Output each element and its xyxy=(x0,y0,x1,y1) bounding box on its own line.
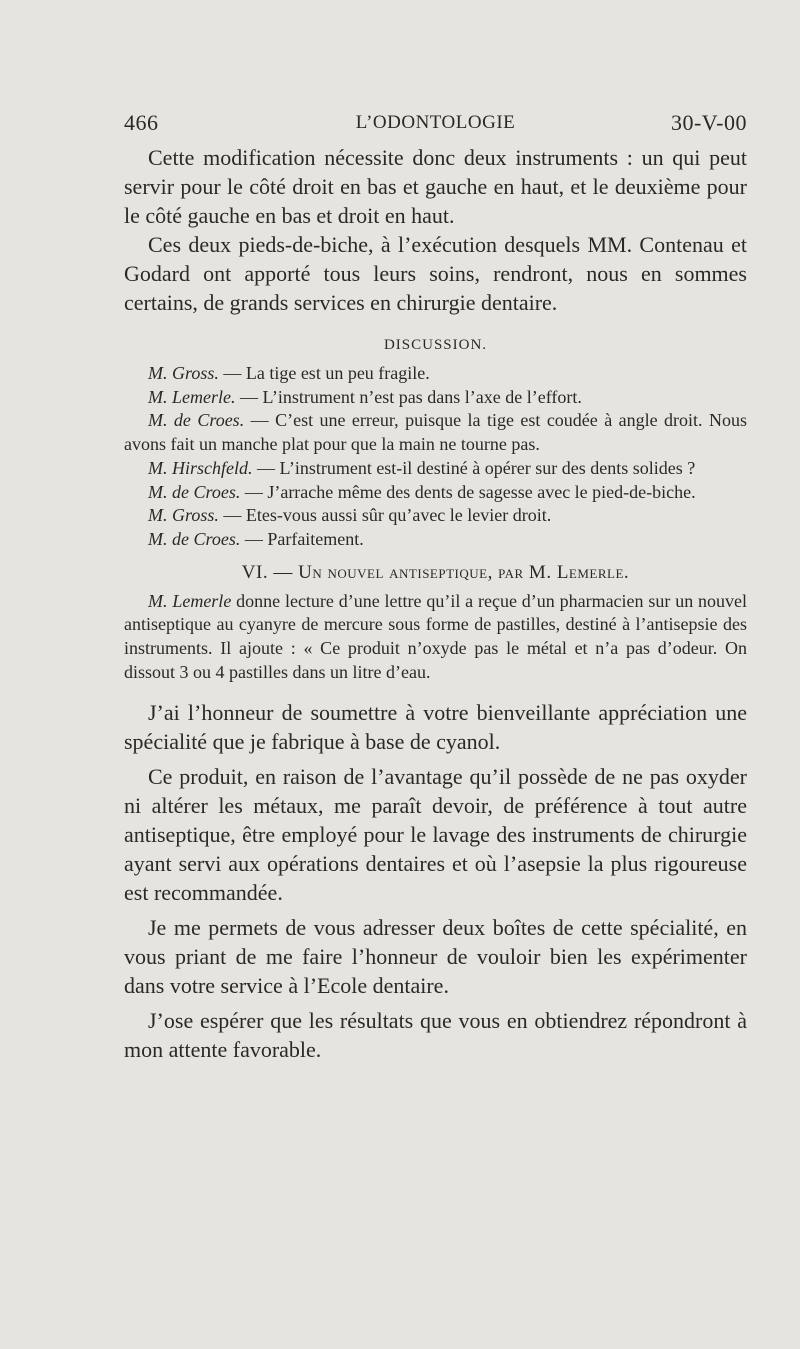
speech-text: — Etes-vous aussi sûr qu’avec le levier droit. xyxy=(218,505,552,526)
discussion-line xyxy=(124,362,747,386)
page-number: 466 xyxy=(124,110,159,135)
discussion-line xyxy=(124,504,747,528)
speaker-name: M. de Croes. xyxy=(148,410,245,431)
discussion-line xyxy=(124,481,747,505)
speaker-name: M. Lemerle xyxy=(148,590,232,611)
letter-paragraph: J’ai l’honneur de soumettre à votre bienveillante appréciation une spécialité que je fabrique à base de cyanol. xyxy=(124,700,747,755)
speaker-name: M. Hirschfeld. xyxy=(148,457,253,478)
lead-text: donne lecture d’une lettre qu’il a reçue d’un pharmacien sur un nouvel antiseptique au cyanyre de mercure sous forme de pastilles, destiné à l’antisepsie des instruments. Il ajoute : « Ce produit n’oxyde pas le métal et n’a pas d’odeur. On dissout 3 ou 4 pastilles dans un litre d’eau. xyxy=(124,590,748,682)
speaker-name: M. de Croes. xyxy=(148,528,241,549)
journal-title: L’ODONTOLOGIE xyxy=(355,112,516,133)
discussion-list xyxy=(124,362,747,552)
letter-paragraph: Ce produit, en raison de l’avantage qu’il possède de ne pas oxyder ni altérer les métaux, me paraît devoir, de préférence à tout autre antiseptique, être employé pour le lavage des instruments de chirurgie ayant servi aux opérations dentaires et où l’asepsie la plus rigoureuse est recommandée. xyxy=(124,764,747,906)
intro-paragraph-1: Cette modification nécessite donc deux instruments : un qui peut servir pour le côté droit en bas et gauche en haut, et le deuxième pour le côté gauche en bas et droit en haut. xyxy=(124,145,747,228)
intro-paragraph-2: Ces deux pieds-de-biche, à l’exécution desquels MM. Contenau et Godard ont apporté tous leurs soins, rendront, nous en sommes certains, de grands services en chirurgie dentaire. xyxy=(124,232,747,315)
letter-paragraph: J’ose espérer que les résultats que vous en obtiendrez répondront à mon attente favorable. xyxy=(124,1008,747,1063)
speaker-name: M. Lemerle. xyxy=(148,386,236,407)
speaker-name: M. de Croes. xyxy=(148,481,241,502)
section-number: VI. — xyxy=(241,561,299,583)
speech-text: — L’instrument est-il destiné à opérer sur des dents solides ? xyxy=(252,457,696,478)
speech-text: — C’est une erreur, puisque la tige est coudée à angle droit. Nous avons fait un manche plat pour que la main ne tourne pas. xyxy=(124,410,747,455)
discussion-line xyxy=(124,528,747,552)
speaker-name: M. Gross. xyxy=(148,363,219,383)
speech-text: — L’instrument n’est pas dans l’axe de l’effort. xyxy=(235,386,582,407)
speech-text: — La tige est un peu fragile. xyxy=(218,363,430,383)
discussion-heading: DISCUSSION. xyxy=(383,337,488,353)
section-title: Un nouvel antiseptique, par M. Lemerle. xyxy=(298,561,630,583)
issue-date: 30-V-00 xyxy=(670,110,747,135)
running-header xyxy=(124,110,747,142)
discussion-line xyxy=(124,386,747,410)
page-body xyxy=(124,143,747,1064)
discussion-line xyxy=(124,409,747,456)
section-lead-paragraph xyxy=(124,590,747,685)
letter-paragraph: Je me permets de vous adresser deux boîtes de cette spécialité, en vous priant de me faire l’honneur de vouloir bien les expérimenter dans votre service à l’Ecole dentaire. xyxy=(124,915,747,999)
section-heading xyxy=(124,562,747,584)
speech-text: — J’arrache même des dents de sagesse avec le pied-de-biche. xyxy=(240,481,696,502)
speaker-name: M. Gross. xyxy=(148,505,219,526)
speech-text: — Parfaitement. xyxy=(240,528,364,549)
discussion-line xyxy=(124,457,747,481)
letter-quote xyxy=(124,698,747,1064)
